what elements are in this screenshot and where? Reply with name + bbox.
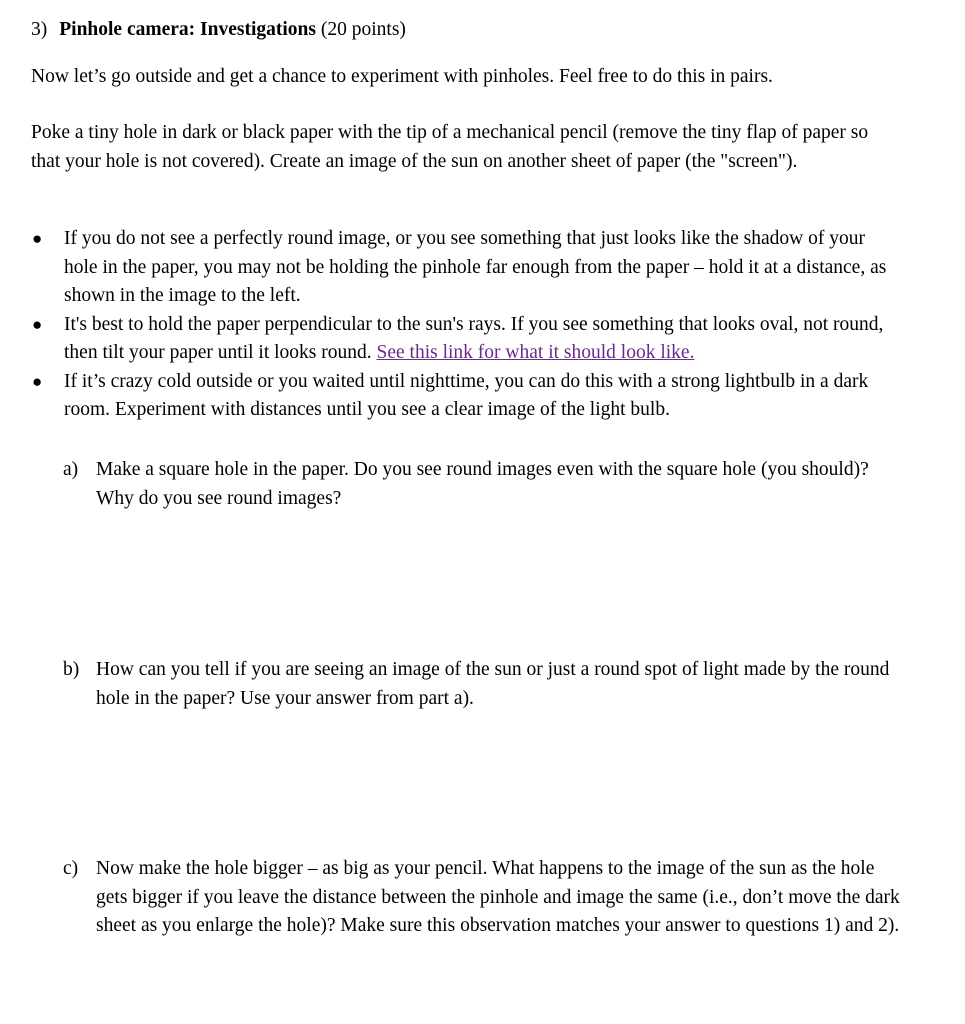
section-title: Pinhole camera: Investigations (59, 19, 316, 40)
section-number: 3) (31, 19, 48, 40)
section-points: (20 points) (320, 19, 406, 40)
tips-list (31, 225, 901, 425)
question-text: Make a square hole in the paper. Do you see round images even with the square hole (you should)? Why do you see round images? (96, 459, 869, 509)
question-text: Now make the hole bigger – as big as your pencil. What happens to the image of the sun as the hole gets bigger if you leave the distance between the pinhole and image the same (i.e., don’t move the dark sheet as you enlarge the hole)? Make sure this observation matches your answer to questions 1) and 2). (96, 858, 900, 936)
question-c (63, 855, 903, 941)
intro-paragraph: Now let’s go outside and get a chance to experiment with pinholes. Feel free to do this in pairs. (31, 66, 773, 87)
list-item (31, 225, 901, 311)
bullet-icon: ● (32, 371, 43, 391)
question-label: a) (63, 459, 79, 480)
bullet-icon: ● (32, 229, 43, 248)
example-link[interactable]: See this link for what it should look like. (376, 342, 695, 363)
list-item-text: If it’s crazy cold outside or you waited until nighttime, you can do this with a strong lightbulb in a dark room. Experiment with distances until you see a clear image of the light bulb. (64, 370, 869, 420)
list-item (31, 311, 901, 368)
list-item-text: It's best to hold the paper perpendicular to the sun's rays. If you see something that looks oval, not round, then tilt your paper until it looks round. (64, 313, 884, 363)
section-heading (31, 16, 406, 44)
question-text: How can you tell if you are seeing an image of the sun or just a round spot of light made by the round hole in the paper? Use your answer from part a). (96, 659, 890, 709)
question-label: b) (63, 659, 80, 680)
question-label: c) (63, 858, 79, 879)
list-item-text: If you do not see a perfectly round image, or you see something that just looks like the shadow of your hole in the paper, you may not be holding the pinhole far enough from the paper – hold it at a distance, as shown in the image to the left. (64, 228, 887, 306)
question-a (63, 456, 903, 513)
list-item (31, 368, 901, 425)
instructions-paragraph: Poke a tiny hole in dark or black paper with the tip of a mechanical pencil (remove the tiny flap of paper so that your hole is not covered). Create an image of the sun on another sheet of paper (the "screen"). (31, 122, 869, 172)
question-b (63, 656, 903, 713)
bullet-icon: ● (32, 314, 43, 334)
